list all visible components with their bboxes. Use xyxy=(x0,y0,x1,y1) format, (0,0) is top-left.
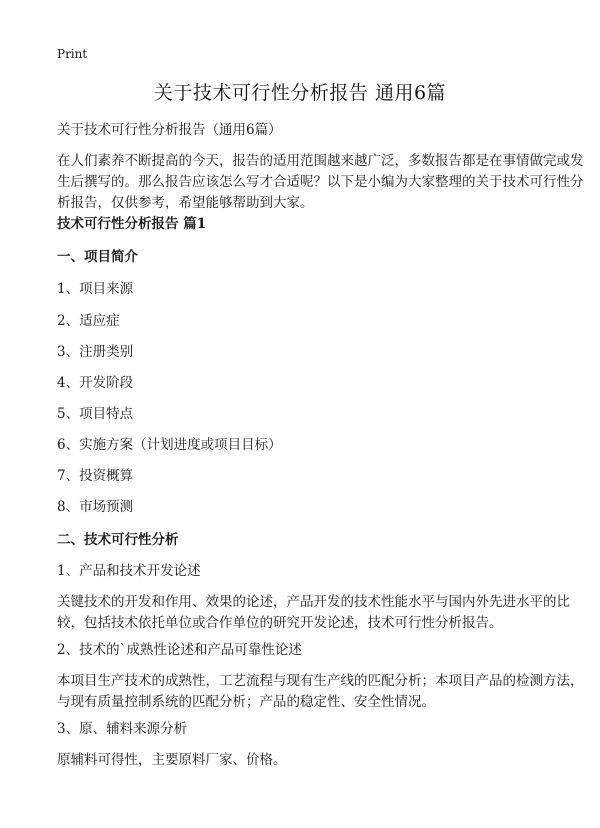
section2-heading: 二、技术可行性分析 xyxy=(57,532,179,548)
list-item: 8、市场预测 xyxy=(57,499,134,515)
document-title: 关于技术可行性分析报告 通用6篇 xyxy=(153,82,447,104)
list-item: 4、开发阶段 xyxy=(57,375,134,391)
subsection-paragraph: 原辅料可得性，主要原料厂家、价格。 xyxy=(57,752,287,768)
list-item: 5、项目特点 xyxy=(57,406,134,422)
subsection-heading: 3、原、辅料来源分析 xyxy=(57,721,188,737)
list-item: 3、注册类别 xyxy=(57,344,134,360)
part-heading: 技术可行性分析报告 篇1 xyxy=(57,216,207,232)
section1-heading: 一、项目简介 xyxy=(57,249,138,265)
list-item: 2、适应症 xyxy=(57,313,120,329)
subsection-heading: 2、技术的`成熟性论述和产品可靠性论述 xyxy=(57,642,302,658)
print-label: Print xyxy=(57,47,88,61)
intro-paragraph: 在人们素养不断提高的今天，报告的适用范围越来越广泛，多数报告都是在事情做完或发生后撰写的。那么报告应该怎么写才合适呢？以下是小编为大家整理的关于技术可行性分析报告，仅供参考，希望能够帮助到大家。 xyxy=(57,153,584,211)
subsection-heading: 1、产品和技术开发论述 xyxy=(57,563,201,579)
list-item: 1、项目来源 xyxy=(57,281,134,297)
list-item: 6、实施方案（计划进度或项目目标） xyxy=(57,437,282,453)
subsection-paragraph: 关键技术的开发和作用、效果的论述，产品开发的技术性能水平与国内外先进水平的比较，包括技术依托单位或合作单位的研究开发论述，技术可行性分析报告。 xyxy=(57,594,570,631)
document-subtitle: 关于技术可行性分析报告（通用6篇） xyxy=(57,122,282,138)
subsection-paragraph: 本项目生产技术的成熟性，工艺流程与现有生产线的匹配分析；本项目产品的检测方法，与现有质量控制系统的匹配分析；产品的稳定性、安全性情况。 xyxy=(57,673,584,710)
list-item: 7、投资概算 xyxy=(57,468,134,484)
